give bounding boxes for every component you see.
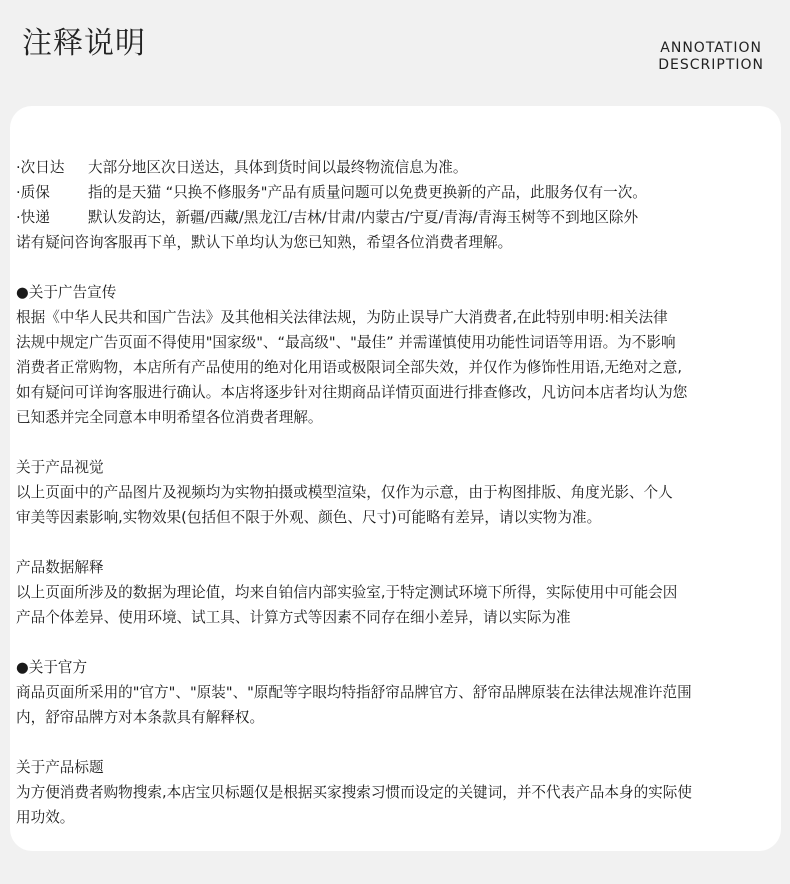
item-label: ·质保 [16,184,50,201]
section-line: 以上页面中的产品图片及视频均为实物拍摄或模型渲染，仅作为示意，由于构图排版、角度光影、个人 [16,484,673,501]
section-heading-data: 产品数据解释 [16,559,104,576]
section-line: 以上页面所涉及的数据为理论值，均来自铂信内部实验室,于特定测试环境下所得，实际使用中可能会因 [16,584,678,601]
item-next-day [16,155,775,180]
items-note: 诺有疑问咨询客服再下单，默认下单均认为您已知熟，希望各位消费者理解。 [16,234,513,251]
section-line: 如有疑问可详询客服进行确认。本店将逐步针对往期商品详情页面进行排查修改，凡访问本店者均认为您 [16,384,688,401]
section-line: 已知悉并完全同意本申明希望各位消费者理解。 [16,409,323,426]
page-title: 注释说明 [22,26,146,61]
section-line: 根据《中华人民共和国广告法》及其他相关法律法规，为防止误导广大消费者,在此特别申明:相关法律 [16,309,668,326]
item-express [16,205,775,230]
subtitle-line-2: DESCRIPTION [658,57,764,73]
annotation-card [10,106,781,851]
item-warranty [16,180,775,205]
item-text: 大部分地区次日送达，具体到货时间以最终物流信息为准。 [88,159,468,176]
section-line: 商品页面所采用的"官方"、"原装"、"原配等字眼均特指舒帘品牌官方、舒帘品牌原装在法律法规准许范围 [16,684,692,701]
item-label: ·快递 [16,209,50,226]
item-text: 指的是天猫 “只换不修服务"产品有质量问题可以免费更换新的产品，此服务仅有一次。 [88,184,647,201]
section-heading-official: ●关于官方 [16,659,88,676]
section-line: 用功效。 [16,809,75,826]
section-line: 审美等因素影响,实物效果(包括但不限于外观、颜色、尺寸)可能略有差异，请以实物为准。 [16,509,602,526]
page-subtitle [658,40,764,74]
section-line: 法规中规定广告页面不得使用"国家级"、“最高级"、"最佳” 并需谨慎使用功能性词语等用语。为不影响 [16,334,676,351]
section-heading-visual: 关于产品视觉 [16,459,104,476]
item-text: 默认发韵达，新疆/西藏/黑龙江/吉林/甘肃/内蒙古/宁夏/青海/青海玉树等不到地区除外 [88,209,639,226]
section-line: 内，舒帘品牌方对本条款具有解释权。 [16,709,265,726]
section-line: 产品个体差异、使用环境、试工具、计算方式等因素不同存在细小差异，请以实际为准 [16,609,571,626]
subtitle-line-1: ANNOTATION [660,40,762,56]
section-heading-title: 关于产品标题 [16,759,104,776]
section-heading-ads: ●关于广告宣传 [16,284,117,301]
section-line: 消费者正常购物，本店所有产品使用的绝对化用语或极限词全部失效，并仅作为修饰性用语,无绝对之意, [16,359,683,376]
item-label: ·次日达 [16,159,65,176]
section-line: 为方便消费者购物搜索,本店宝贝标题仅是根据买家搜索习惯而设定的关键词，并不代表产品本身的实际使 [16,784,692,801]
